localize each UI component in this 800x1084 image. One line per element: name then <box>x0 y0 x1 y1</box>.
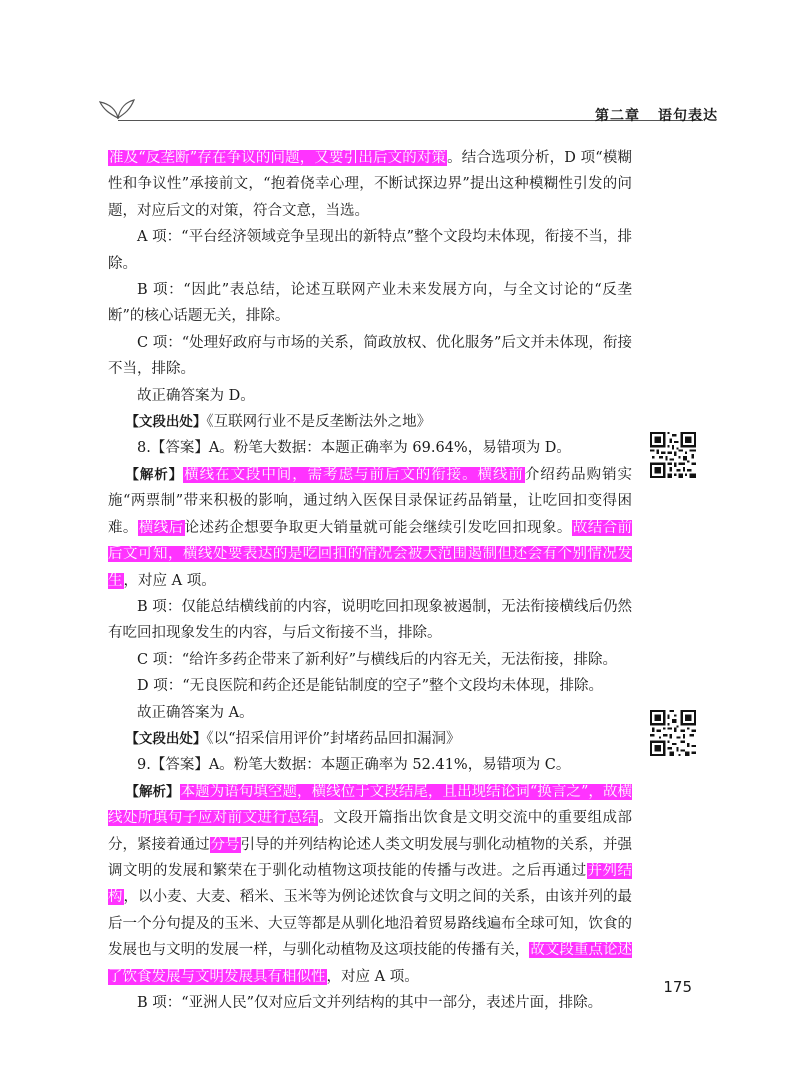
qr-code-icon[interactable] <box>650 710 696 756</box>
qr-code-icon[interactable] <box>650 432 696 478</box>
highlight: 分号 <box>210 836 240 853</box>
paragraph: B 项：“亚洲人民”仅对应后文并列结构的其中一部分，表述片面，排除。 <box>137 995 603 1011</box>
leaf-ornament-icon <box>96 92 136 120</box>
highlight: 横线后 <box>138 519 184 536</box>
analysis-paragraph: 【解析】横线在文段中间，需考虑与前后文的衔接。横线前介绍药品购销实施“两票制”带来积极的影响，通过纳入医保目录保证药品销量，让吃回扣变得困难。横线后论述药企想要争取更大销量就可能会继续引发吃回扣现象。故结合前后文可知，横线处要表达的是吃回扣的情况会被大范围遏制但还会有个别情况发生，对应 A 项。 <box>108 466 633 589</box>
paragraph: D 项：“无良医院和药企还是能钻制度的空子”整个文段均未体现，排除。 <box>137 678 604 695</box>
chapter-label: 第二章 <box>595 108 640 124</box>
highlight: 准及“反垄断”存在争议的问题，又要引出后文的对策 <box>109 150 447 166</box>
highlight: 并列结构 <box>108 862 633 906</box>
highlight: 故结合前后文可知，横线处要表达的是吃回扣的情况会被大范围遏制但还会有个别情况发生 <box>108 519 633 589</box>
highlight: 故文段重点论述了饮食发展与文明发展具有相似性 <box>108 942 632 985</box>
paragraph: 准及“反垄断”存在争议的问题，又要引出后文的对策。结合选项分析，D 项“模糊性和争议性”承接前文，“抱着侥幸心理，不断试探边界”提出这种模糊性引发的问题，对应后文的对策，符合文意，当选。 <box>108 150 632 219</box>
source-line: 【文段出处】《互联网行业不是反垄断法外之地》 <box>125 414 432 431</box>
paragraph: B 项：仅能总结横线前的内容，说明吃回扣现象被遏制，无法衔接横线后仍然有吃回扣现象发生的内容，与后文衔接不当，排除。 <box>108 598 632 642</box>
running-header <box>595 105 736 125</box>
paragraph: A 项：“平台经济领域竞争呈现出的新特点”整个文段均未体现，衔接不当，排除。 <box>108 229 632 272</box>
section-label: 语句表达 <box>658 108 718 124</box>
page-body <box>108 145 632 1016</box>
source-line: 【文段出处】《以“招采信用评价”封堵药品回扣漏洞》 <box>125 730 461 747</box>
highlight: 本题为语句填空题，横线位于文段结尾，且出现结论词“换言之”，故横线处所填句子应对前文进行总结 <box>108 783 633 827</box>
highlight: 横线在文段中间，需考虑与前后文的衔接。横线前 <box>184 466 524 483</box>
page-number: 175 <box>663 978 692 996</box>
analysis-paragraph: 【解析】本题为语句填空题，横线位于文段结尾，且出现结论词“换言之”，故横线处所填句子应对前文进行总结。文段开篇指出饮食是文明交流中的重要组成部分，紧接着通过分号引导的并列结构论述人类文明发展与驯化动植物的关系，并强调文明的发展和繁荣在于驯化动植物这项技能的传播与改进。之后再通过并列结构，以小麦、大麦、稻米、玉米等为例论述饮食与文明之间的关系，由该并列的最后一个分句提及的玉米、大豆等都是从驯化地沿着贸易路线遍布全球可知，饮食的发展也与文明的发展一样，与驯化动植物及这项技能的传播有关，故文段重点论述了饮食发展与文明发展具有相似性，对应 A 项。 <box>108 783 633 985</box>
answer-line: 9.【答案】A。粉笔大数据：本题正确率为 52.41%，易错项为 C。 <box>137 757 571 774</box>
paragraph: C 项：“给许多药企带来了新利好”与横线后的内容无关，无法衔接，排除。 <box>137 651 618 668</box>
paragraph: C 项：“处理好政府与市场的关系，简政放权、优化服务”后文并未体现，衔接不当，排除。 <box>108 334 632 378</box>
paragraph: 故正确答案为 A。 <box>137 704 254 721</box>
paragraph: B 项：“因此”表总结，论述互联网产业未来发展方向，与全文讨论的“反垄断”的核心话题无关，排除。 <box>108 282 632 325</box>
answer-line: 8.【答案】A。粉笔大数据：本题正确率为 69.64%，易错项为 D。 <box>137 440 571 457</box>
paragraph: 故正确答案为 D。 <box>137 387 255 404</box>
header-rule-left <box>118 120 588 121</box>
